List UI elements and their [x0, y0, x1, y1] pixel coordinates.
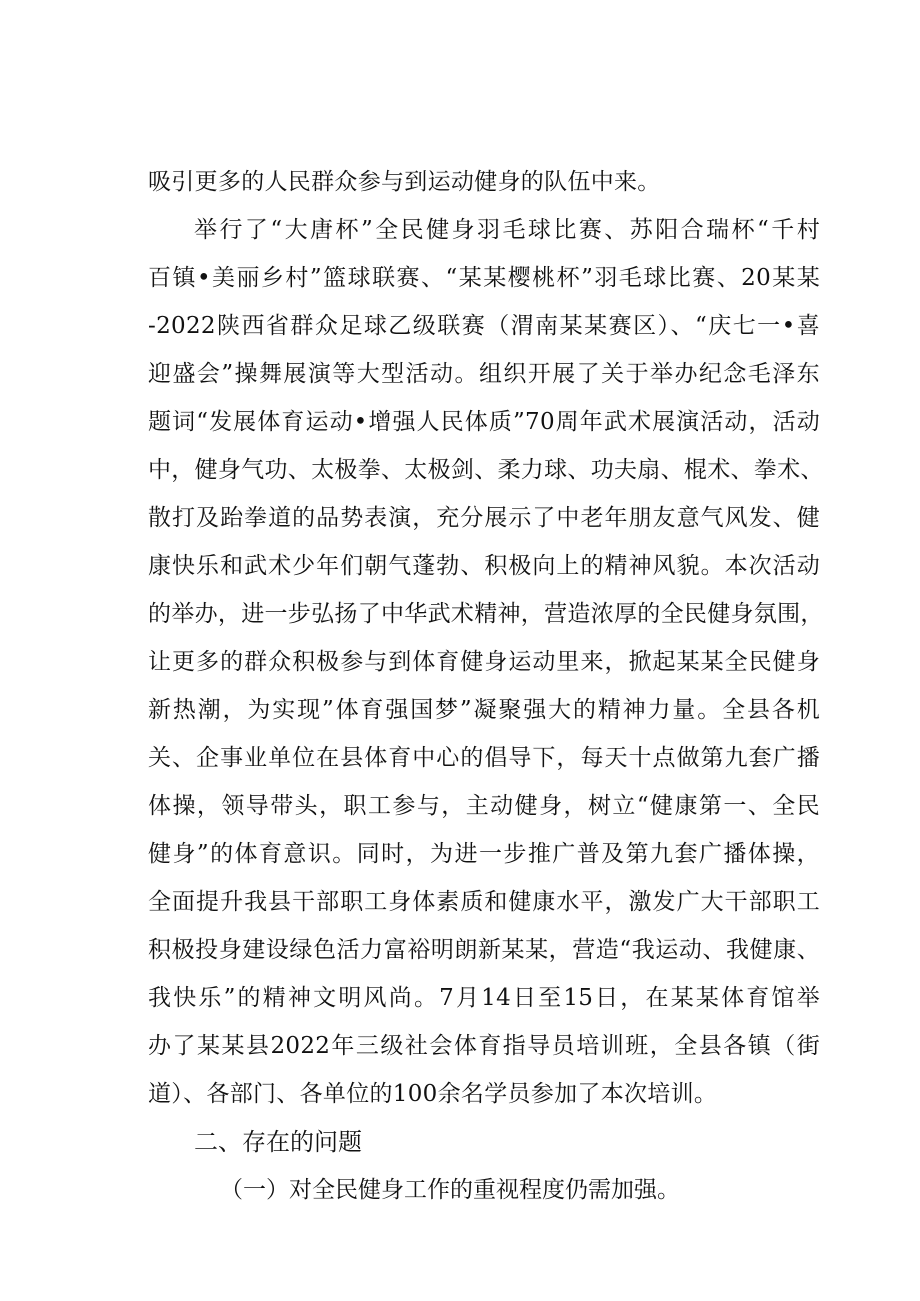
paragraph-line: 新热潮，为实现”体育强国梦”凝聚强大的精神力量。全县各机 — [148, 697, 820, 723]
paragraph-line: 康快乐和武术少年们朝气蓬勃、积极向上的精神风貌。本次活动 — [148, 553, 820, 579]
paragraph-line: 体操，领导带头，职工参与，主动健身，树立“健康第一、全民 — [148, 793, 820, 819]
paragraph-line: 我快乐”的精神文明风尚。7月14日至15日，在某某体育馆举 — [148, 985, 820, 1011]
paragraph-line: 全面提升我县干部职工身体素质和健康水平，激发广大干部职工 — [148, 889, 820, 915]
paragraph-line: 办了某某县2022年三级社会体育指导员培训班，全县各镇（街 — [148, 1033, 820, 1059]
paragraph-line: 健身”的体育意识。同时，为进一步推广普及第九套广播体操， — [148, 841, 820, 867]
paragraph-line: 百镇•美丽乡村”篮球联赛、“某某樱桃杯”羽毛球比赛、20某某 — [148, 265, 820, 291]
paragraph-line: -2022陕西省群众足球乙级联赛（渭南某某赛区）、“庆七一•喜 — [148, 313, 820, 339]
paragraph-line: 积极投身建设绿色活力富裕明朗新某某，营造“我运动、我健康、 — [148, 937, 820, 963]
paragraph-line: 关、企事业单位在县体育中心的倡导下，每天十点做第九套广播 — [148, 745, 820, 771]
paragraph-line: 让更多的群众积极参与到体育健身运动里来，掀起某某全民健身 — [148, 649, 820, 675]
subsection-heading: （一）对全民健身工作的重视程度仍需加强。 — [220, 1177, 680, 1203]
paragraph-line: 举行了“大唐杯”全民健身羽毛球比赛、苏阳合瑞杯“千村 — [194, 217, 820, 243]
paragraph-line: 中，健身气功、太极拳、太极剑、柔力球、功夫扇、棍术、拳术、 — [148, 457, 824, 483]
paragraph-line: 迎盛会”操舞展演等大型活动。组织开展了关于举办纪念毛泽东 — [148, 361, 820, 387]
document-body — [148, 158, 824, 1214]
paragraph-line: 题词“发展体育运动•增强人民体质”70周年武术展演活动，活动 — [148, 409, 820, 435]
paragraph-line: 道）、各部门、各单位的100余名学员参加了本次培训。 — [148, 1081, 718, 1107]
paragraph-line: 的举办，进一步弘扬了中华武术精神，营造浓厚的全民健身氛围， — [148, 601, 824, 627]
paragraph-line: 散打及跆拳道的品势表演，充分展示了中老年朋友意气风发、健 — [148, 505, 820, 531]
section-heading: 二、存在的问题 — [194, 1128, 362, 1156]
paragraph-line: 吸引更多的人民群众参与到运动健身的队伍中来。 — [148, 169, 661, 195]
